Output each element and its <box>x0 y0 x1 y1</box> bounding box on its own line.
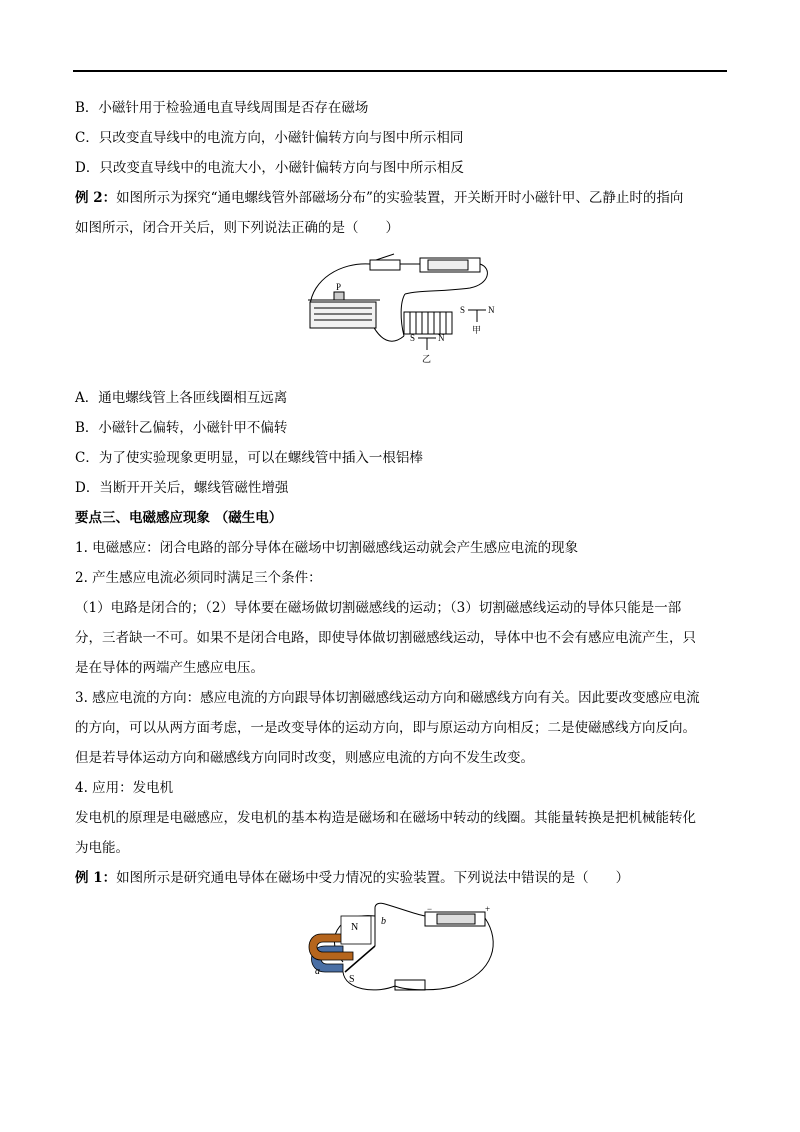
label-s-jia: S <box>460 305 466 315</box>
generator-line-1: 发电机的原理是电磁感应，发电机的基本构造是磁场和在磁场中转动的线圈。其能量转换是把机械能转化 <box>75 810 696 826</box>
label-minus: − <box>427 904 433 914</box>
conditions-line-1: （1）电路是闭合的；（2）导体要在磁场做切割磁感线的运动；（3）切割磁感线运动的导体只能是一部 <box>75 600 682 616</box>
label-n-jia: N <box>488 305 495 315</box>
point-1: 1. 电磁感应：闭合电路的部分导体在磁场中切割磁感线运动就会产生感应电流的现象 <box>75 540 579 556</box>
example-2-question-cont: 如图所示，闭合开关后，则下列说法正确的是（ ） <box>75 220 399 236</box>
option-a-2: A．通电螺线管上各匝线圈相互远离 <box>75 390 288 406</box>
point-3-line-2: 的方向，可以从两方面考虑，一是改变导体的运动方向，即与原运动方向相反；二是使磁感线方向反向。 <box>75 720 696 736</box>
option-c-2: C．为了使实验现象更明显，可以在螺线管中插入一根铝棒 <box>75 450 423 466</box>
header-rule <box>73 70 727 72</box>
solenoid-experiment-figure <box>300 250 500 368</box>
generator-line-2: 为电能。 <box>75 840 129 856</box>
example-2-text: 如图所示为探究“通电螺线管外部磁场分布”的实验装置，开关断开时小磁针甲、乙静止时的指向 <box>116 190 684 206</box>
label-jia: 甲 <box>472 326 482 336</box>
label-n: N <box>351 922 359 933</box>
label-p: P <box>336 282 342 292</box>
conditions-line-2: 分，三者缺一不可。如果不是闭合电路，即使导体做切割磁感线运动，导体中也不会有感应电流产生，只 <box>75 630 696 646</box>
option-c-1: C．只改变直导线中的电流方向，小磁针偏转方向与图中所示相同 <box>75 130 464 146</box>
section-heading: 要点三、电磁感应现象 （磁生电） <box>75 510 283 526</box>
option-b-1: B．小磁针用于检验通电直导线周围是否存在磁场 <box>75 100 369 116</box>
option-b-2: B．小磁针乙偏转，小磁针甲不偏转 <box>75 420 288 436</box>
label-s-yi: S <box>410 333 416 343</box>
point-4: 4. 应用：发电机 <box>75 780 174 796</box>
label-a: a <box>315 966 320 977</box>
example-1-text: 如图所示是研究通电导体在磁场中受力情况的实验装置。下列说法中错误的是（ ） <box>116 870 630 886</box>
option-d-1: D．只改变直导线中的电流大小，小磁针偏转方向与图中所示相反 <box>75 160 464 176</box>
label-n-yi: N <box>438 333 445 343</box>
example-2-question <box>75 188 683 208</box>
example-1-question <box>75 868 629 888</box>
conductor-in-field-figure <box>305 902 505 998</box>
label-b: b <box>381 916 386 927</box>
example-1-label: 例 1： <box>75 870 117 886</box>
option-d-2: D．当断开开关后，螺线管磁性增强 <box>75 480 289 496</box>
point-3-line-1: 3. 感应电流的方向：感应电流的方向跟导体切割磁感线运动方向和磁感线方向有关。因此要改变感应电流 <box>75 690 700 706</box>
point-2: 2. 产生感应电流必须同时满足三个条件： <box>75 570 322 586</box>
conditions-line-3: 是在导体的两端产生感应电压。 <box>75 660 264 676</box>
label-yi: 乙 <box>422 355 432 365</box>
point-3-line-3: 但是若导体运动方向和磁感线方向同时改变，则感应电流的方向不发生改变。 <box>75 750 534 766</box>
example-2-label: 例 2： <box>75 190 117 206</box>
label-plus: + <box>485 904 491 914</box>
label-s: S <box>349 974 355 985</box>
